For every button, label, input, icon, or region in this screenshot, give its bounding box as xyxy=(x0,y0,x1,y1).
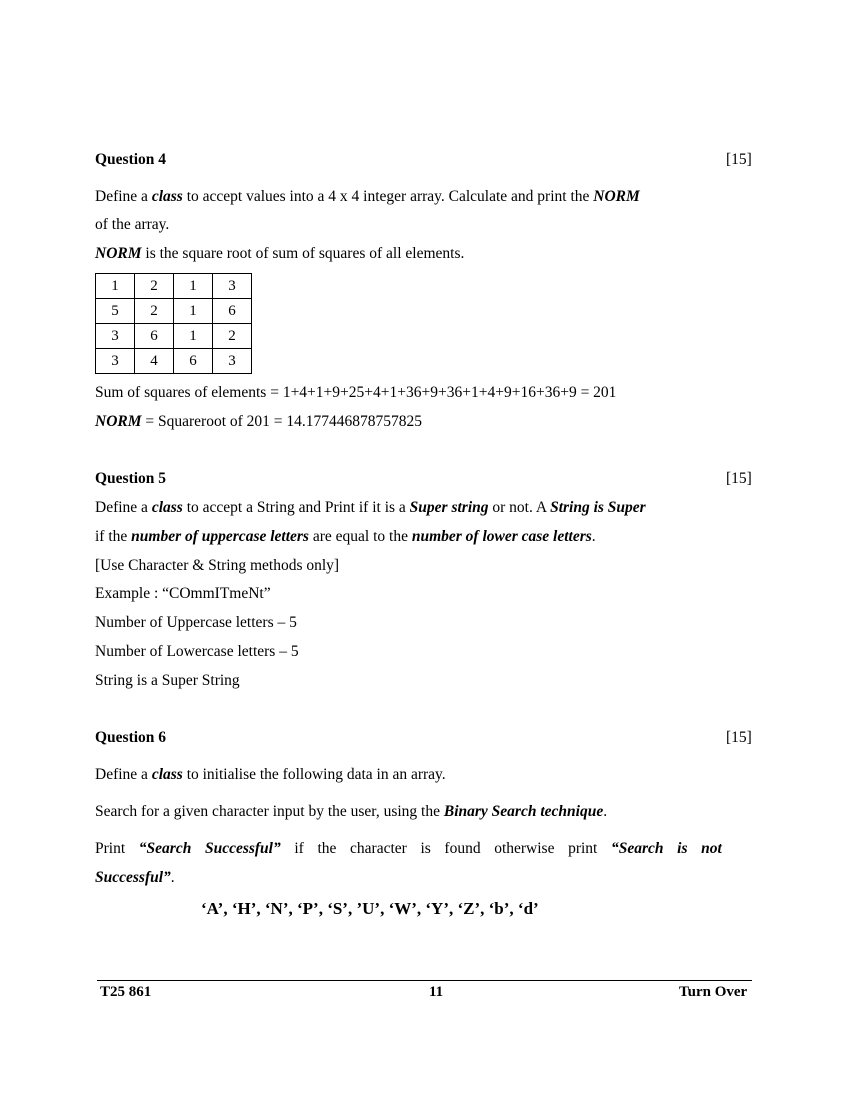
matrix-cell: 2 xyxy=(135,299,174,324)
q4-line-1-text: Define a xyxy=(95,188,152,205)
q6-line-2 xyxy=(95,803,607,821)
question-5-title: Question 5 xyxy=(95,470,167,487)
matrix-cell: 2 xyxy=(213,324,252,349)
q4-norm-result xyxy=(95,413,422,431)
footer-page-number: 11 xyxy=(429,984,444,1000)
question-6-marks: [15] xyxy=(726,729,752,746)
matrix-cell: 1 xyxy=(174,324,213,349)
q5-super-string-term: Super string xyxy=(409,499,489,516)
matrix-row xyxy=(96,324,252,349)
q5-line-3: [Use Character & String methods only] xyxy=(95,557,340,574)
q6-line-2-end: . xyxy=(603,803,608,820)
q5-class-term: class xyxy=(151,499,183,516)
q6-word: the xyxy=(317,840,337,857)
q4-sum-line: Sum of squares of elements = 1+4+1+9+25+4+1+36+9+36+1+4+9+16+36+9 = 201 xyxy=(95,384,617,401)
footer-paper-code: T25 861 xyxy=(100,984,152,1000)
matrix-row xyxy=(96,349,252,374)
q6-line-1-text: Define a xyxy=(95,766,152,783)
q5-line-2-mid: are equal to the xyxy=(308,528,412,545)
matrix-cell: 2 xyxy=(135,274,174,299)
q5-line-2 xyxy=(95,528,596,546)
matrix-row xyxy=(96,274,252,299)
q5-string-is-super-term: String is Super xyxy=(550,499,646,516)
q6-word: “Search xyxy=(138,840,192,857)
matrix-cell: 1 xyxy=(174,299,213,324)
question-4-title: Question 4 xyxy=(95,151,167,168)
q5-result: String is a Super String xyxy=(95,672,240,689)
footer-turn-over: Turn Over xyxy=(679,984,748,1000)
q5-line-2-end: . xyxy=(591,528,596,545)
q6-word: character xyxy=(350,840,407,857)
q6-word: print xyxy=(568,840,598,857)
q5-line-1-mid2: or not. A xyxy=(488,499,551,516)
q6-word: “Search xyxy=(611,840,664,857)
q4-line-3-text: is the square root of sum of squares of all elements. xyxy=(141,245,465,262)
q6-class-term: class xyxy=(151,766,183,783)
q5-line-1-text: Define a xyxy=(95,499,152,516)
q4-class-term: class xyxy=(151,188,183,205)
q6-word: is xyxy=(677,840,688,857)
q6-word: found xyxy=(444,840,481,857)
q6-word: Print xyxy=(95,840,126,857)
q4-line-3 xyxy=(95,245,464,263)
matrix-cell: 3 xyxy=(213,274,252,299)
q4-line-1-mid: to accept values into a 4 x 4 integer array. Calculate and print the xyxy=(182,188,594,205)
matrix-cell: 6 xyxy=(174,349,213,374)
q4-norm-label: NORM xyxy=(95,413,142,430)
q6-word: Successful” xyxy=(204,840,281,857)
q5-line-1-mid: to accept a String and Print if it is a xyxy=(182,499,410,516)
q6-line-1 xyxy=(95,766,446,784)
question-5-marks: [15] xyxy=(726,470,752,487)
norm-matrix xyxy=(95,273,252,374)
q6-word: is xyxy=(420,840,431,857)
q6-word: not xyxy=(701,840,722,857)
q6-line-2-text: Search for a given character input by the user, using the xyxy=(95,803,444,820)
footer-divider xyxy=(97,980,752,981)
matrix-cell: 5 xyxy=(96,299,135,324)
q6-line-3 xyxy=(95,840,722,858)
q5-uppercase-count: Number of Uppercase letters – 5 xyxy=(95,614,297,631)
q6-word: if xyxy=(294,840,304,857)
question-4-marks: [15] xyxy=(726,151,752,168)
q4-line-2: of the array. xyxy=(95,216,170,233)
q5-lowercase-term: number of lower case letters xyxy=(411,528,592,545)
q4-norm-term-2: NORM xyxy=(95,245,142,262)
matrix-cell: 3 xyxy=(96,349,135,374)
q6-line-4-end: . xyxy=(170,869,175,886)
q6-character-data: ‘A’, ‘H’, ‘N’, ‘P’, ‘S’, ’U’, ‘W’, ‘Y’, ‘Z’, ‘b’, ‘d’ xyxy=(201,899,539,918)
matrix-cell: 4 xyxy=(135,349,174,374)
matrix-cell: 1 xyxy=(174,274,213,299)
matrix-cell: 3 xyxy=(96,324,135,349)
q5-lowercase-count: Number of Lowercase letters – 5 xyxy=(95,643,299,660)
matrix-row xyxy=(96,299,252,324)
q4-norm-term: NORM xyxy=(593,188,640,205)
question-6-title: Question 6 xyxy=(95,729,167,746)
q5-example: Example : “COmmITmeNt” xyxy=(95,585,271,602)
q5-line-1 xyxy=(95,499,646,517)
q6-line-4 xyxy=(95,869,175,887)
q6-successful-term: Successful” xyxy=(95,869,171,886)
q4-line-1 xyxy=(95,188,640,206)
matrix-cell: 6 xyxy=(213,299,252,324)
q4-norm-value: = Squareroot of 201 = 14.177446878757825 xyxy=(141,413,423,430)
matrix-cell: 3 xyxy=(213,349,252,374)
matrix-cell: 1 xyxy=(96,274,135,299)
matrix-cell: 6 xyxy=(135,324,174,349)
q6-word: otherwise xyxy=(494,840,555,857)
q6-line-1-rest: to initialise the following data in an array. xyxy=(182,766,446,783)
q6-binary-search-term: Binary Search technique xyxy=(443,803,604,820)
q5-uppercase-term: number of uppercase letters xyxy=(131,528,309,545)
q5-line-2-text: if the xyxy=(95,528,132,545)
